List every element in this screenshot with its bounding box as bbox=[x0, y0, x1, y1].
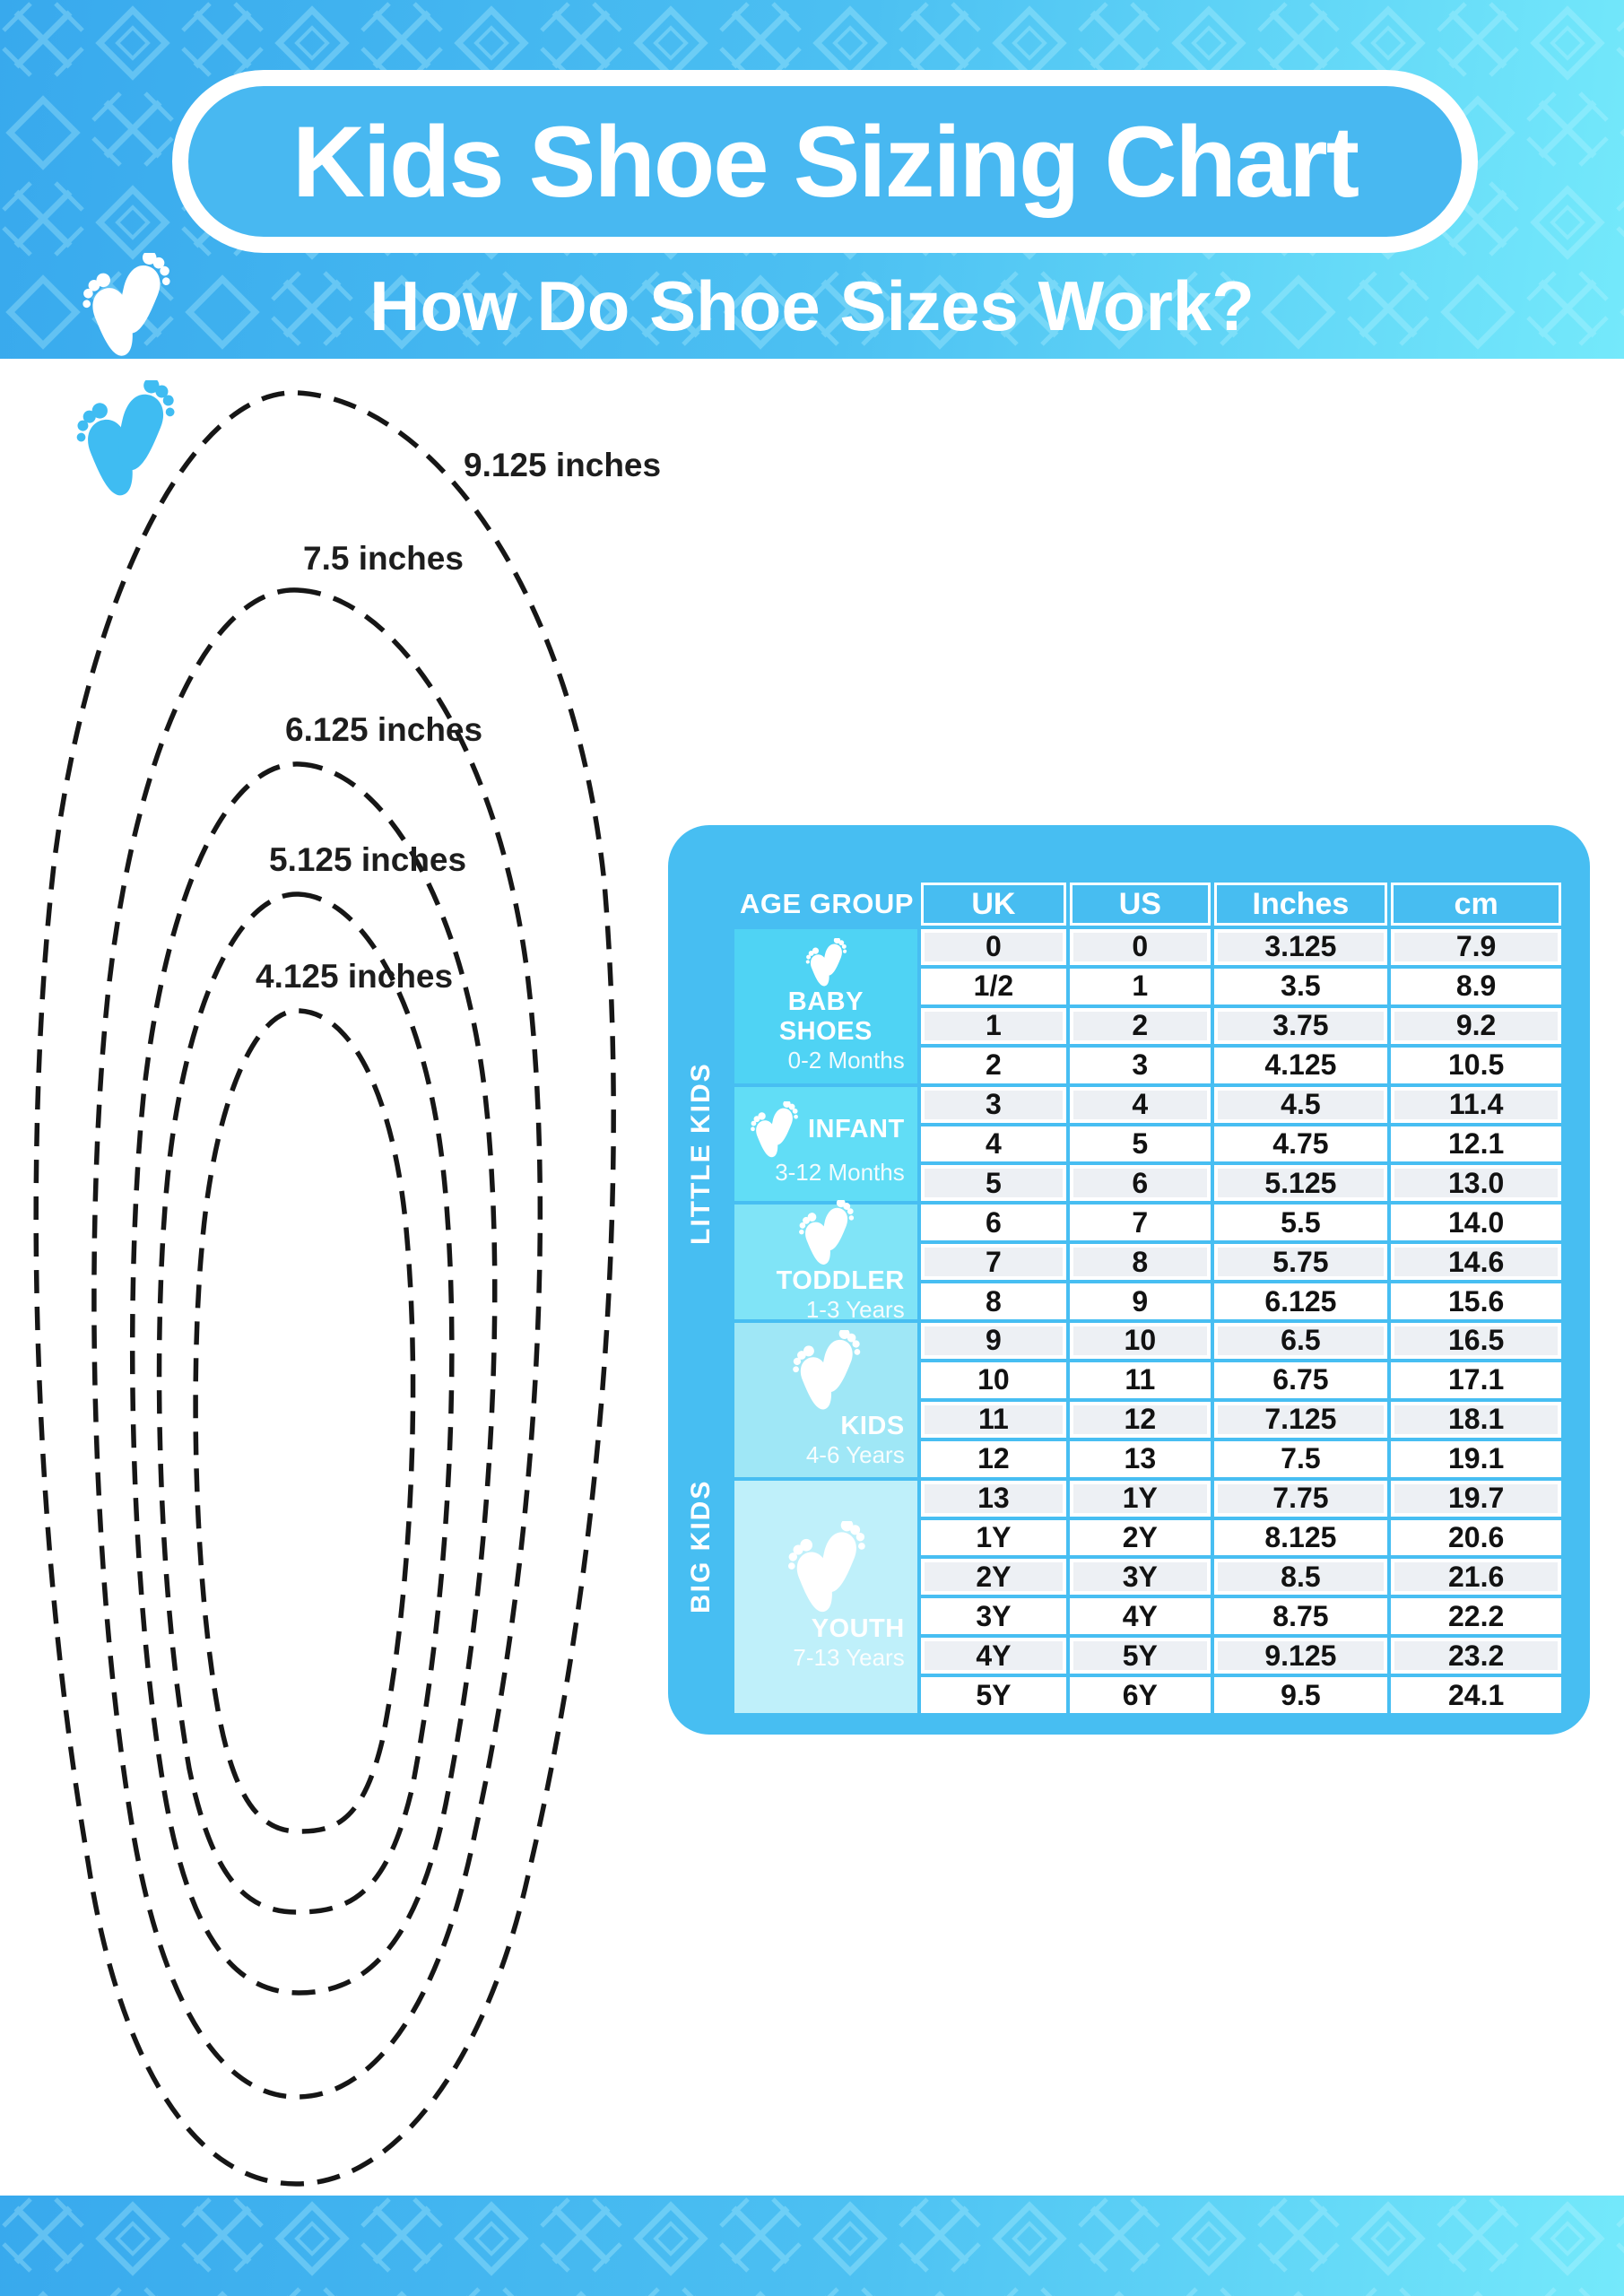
size-label-6-125: 6.125 inches bbox=[285, 711, 483, 748]
size-cell: 12 bbox=[1070, 1402, 1211, 1438]
age-group-name: YOUTH bbox=[811, 1614, 905, 1644]
column-header-cm: cm bbox=[1391, 883, 1561, 926]
age-group-name: KIDS bbox=[840, 1412, 905, 1441]
size-cell: 8.75 bbox=[1214, 1598, 1388, 1634]
title-pill bbox=[172, 70, 1478, 253]
size-cell: 13 bbox=[921, 1481, 1066, 1517]
sizing-table-card bbox=[668, 825, 1590, 1735]
age-group-range: 0-2 Months bbox=[787, 1046, 905, 1074]
foot-outline-5-125 bbox=[160, 894, 452, 1912]
size-cell: 19.1 bbox=[1391, 1441, 1561, 1477]
size-cell: 1 bbox=[1070, 969, 1211, 1004]
size-cell: 3.75 bbox=[1214, 1008, 1388, 1044]
size-cell: 3.125 bbox=[1214, 929, 1388, 965]
size-cell: 1 bbox=[921, 1008, 1066, 1044]
size-cell: 9 bbox=[921, 1323, 1066, 1359]
size-grid bbox=[734, 883, 1561, 1713]
size-cell: 8 bbox=[1070, 1244, 1211, 1280]
age-group-kids bbox=[734, 1323, 917, 1477]
size-cell: 11 bbox=[1070, 1362, 1211, 1398]
size-label-7-5: 7.5 inches bbox=[303, 540, 464, 577]
feet-icon bbox=[795, 1200, 857, 1266]
size-cell: 6Y bbox=[1070, 1677, 1211, 1713]
foot-outline-9-125 bbox=[36, 393, 613, 2184]
size-cell: 24.1 bbox=[1391, 1677, 1561, 1713]
age-group-name: BABY SHOES bbox=[778, 987, 873, 1046]
header-band bbox=[0, 0, 1624, 359]
size-cell: 7.125 bbox=[1214, 1402, 1388, 1438]
size-cell: 3 bbox=[921, 1087, 1066, 1123]
size-cell: 3 bbox=[1070, 1048, 1211, 1083]
size-cell: 15.6 bbox=[1391, 1283, 1561, 1319]
foot-outline-7-5 bbox=[94, 590, 540, 2097]
size-cell: 4Y bbox=[921, 1638, 1066, 1674]
side-label-big-kids: BIG KIDS bbox=[686, 1479, 716, 1613]
size-cell: 4 bbox=[921, 1126, 1066, 1162]
size-cell: 14.6 bbox=[1391, 1244, 1561, 1280]
column-header-uk: UK bbox=[921, 883, 1066, 926]
size-cell: 20.6 bbox=[1391, 1520, 1561, 1556]
size-cell: 7.9 bbox=[1391, 929, 1561, 965]
size-cell: 10 bbox=[1070, 1323, 1211, 1359]
size-cell: 5.125 bbox=[1214, 1165, 1388, 1201]
size-cell: 12 bbox=[921, 1441, 1066, 1477]
size-cell: 0 bbox=[1070, 929, 1211, 965]
size-cell: 5.5 bbox=[1214, 1205, 1388, 1240]
size-cell: 9.5 bbox=[1214, 1677, 1388, 1713]
size-cell: 23.2 bbox=[1391, 1638, 1561, 1674]
size-cell: 8.125 bbox=[1214, 1520, 1388, 1556]
size-cell: 4 bbox=[1070, 1087, 1211, 1123]
size-cell: 1/2 bbox=[921, 969, 1066, 1004]
age-group-range: 1-3 Years bbox=[805, 1296, 905, 1324]
size-cell: 4.125 bbox=[1214, 1048, 1388, 1083]
size-cell: 4.75 bbox=[1214, 1126, 1388, 1162]
feet-icon bbox=[747, 1101, 801, 1159]
age-group-name: INFANT bbox=[808, 1115, 905, 1144]
size-label-4-125: 4.125 inches bbox=[256, 958, 454, 995]
age-group-range: 4-6 Years bbox=[805, 1441, 905, 1469]
side-label-little-kids: LITTLE KIDS bbox=[686, 1062, 716, 1245]
size-cell: 8.5 bbox=[1214, 1559, 1388, 1595]
size-cell: 7 bbox=[921, 1244, 1066, 1280]
size-cell: 0 bbox=[921, 929, 1066, 965]
size-label-9-125: 9.125 inches bbox=[464, 447, 662, 483]
age-group-range: 3-12 Months bbox=[775, 1158, 905, 1186]
size-cell: 7.75 bbox=[1214, 1481, 1388, 1517]
feet-icon bbox=[803, 938, 849, 987]
size-cell: 8 bbox=[921, 1283, 1066, 1319]
size-cell: 11 bbox=[921, 1402, 1066, 1438]
age-group-range: 7-13 Years bbox=[793, 1644, 905, 1672]
size-cell: 11.4 bbox=[1391, 1087, 1561, 1123]
size-cell: 5 bbox=[921, 1165, 1066, 1201]
size-cell: 3Y bbox=[921, 1598, 1066, 1634]
age-group-header: AGE GROUP bbox=[740, 888, 914, 919]
size-cell: 16.5 bbox=[1391, 1323, 1561, 1359]
size-cell: 9.125 bbox=[1214, 1638, 1388, 1674]
size-cell: 9 bbox=[1070, 1283, 1211, 1319]
size-cell: 22.2 bbox=[1391, 1598, 1561, 1634]
size-cell: 12.1 bbox=[1391, 1126, 1561, 1162]
size-cell: 2 bbox=[1070, 1008, 1211, 1044]
age-group-infant bbox=[734, 1087, 917, 1202]
size-cell: 4Y bbox=[1070, 1598, 1211, 1634]
page-title: Kids Shoe Sizing Chart bbox=[291, 105, 1359, 218]
size-label-5-125: 5.125 inches bbox=[269, 841, 467, 878]
size-cell: 1Y bbox=[921, 1520, 1066, 1556]
age-group-name: TODDLER bbox=[776, 1266, 905, 1296]
size-cell: 5Y bbox=[921, 1677, 1066, 1713]
size-cell: 21.6 bbox=[1391, 1559, 1561, 1595]
foot-outline-4-125 bbox=[195, 1011, 413, 1831]
size-cell: 3Y bbox=[1070, 1559, 1211, 1595]
size-cell: 2Y bbox=[921, 1559, 1066, 1595]
size-cell: 19.7 bbox=[1391, 1481, 1561, 1517]
age-group-youth bbox=[734, 1481, 917, 1713]
size-cell: 4.5 bbox=[1214, 1087, 1388, 1123]
foot-outline-6-125 bbox=[133, 764, 495, 1993]
baby-feet-icon bbox=[75, 253, 176, 359]
size-cell: 2Y bbox=[1070, 1520, 1211, 1556]
size-cell: 6.75 bbox=[1214, 1362, 1388, 1398]
column-header-us: US bbox=[1070, 883, 1211, 926]
size-cell: 6 bbox=[921, 1205, 1066, 1240]
size-cell: 14.0 bbox=[1391, 1205, 1561, 1240]
size-cell: 7.5 bbox=[1214, 1441, 1388, 1477]
size-cell: 7 bbox=[1070, 1205, 1211, 1240]
diamond-pattern-footer bbox=[0, 2196, 1624, 2296]
size-cell: 10.5 bbox=[1391, 1048, 1561, 1083]
size-cell: 10 bbox=[921, 1362, 1066, 1398]
size-cell: 9.2 bbox=[1391, 1008, 1561, 1044]
size-cell: 17.1 bbox=[1391, 1362, 1561, 1398]
size-cell: 6 bbox=[1070, 1165, 1211, 1201]
size-cell: 5 bbox=[1070, 1126, 1211, 1162]
page-subtitle: How Do Shoe Sizes Work? bbox=[369, 266, 1255, 345]
column-header-inches: Inches bbox=[1214, 883, 1388, 926]
size-cell: 5.75 bbox=[1214, 1244, 1388, 1280]
age-group-baby-shoes bbox=[734, 929, 917, 1083]
size-cell: 1Y bbox=[1070, 1481, 1211, 1517]
size-cell: 3.5 bbox=[1214, 969, 1388, 1004]
feet-icon bbox=[787, 1330, 864, 1412]
age-group-toddler bbox=[734, 1205, 917, 1324]
feet-icon bbox=[782, 1521, 870, 1614]
size-cell: 6.125 bbox=[1214, 1283, 1388, 1319]
foot-size-outlines bbox=[0, 386, 682, 2215]
size-cell: 2 bbox=[921, 1048, 1066, 1083]
size-cell: 13.0 bbox=[1391, 1165, 1561, 1201]
size-cell: 5Y bbox=[1070, 1638, 1211, 1674]
size-cell: 13 bbox=[1070, 1441, 1211, 1477]
footer-band bbox=[0, 2196, 1624, 2296]
size-cell: 18.1 bbox=[1391, 1402, 1561, 1438]
size-cell: 6.5 bbox=[1214, 1323, 1388, 1359]
size-cell: 8.9 bbox=[1391, 969, 1561, 1004]
